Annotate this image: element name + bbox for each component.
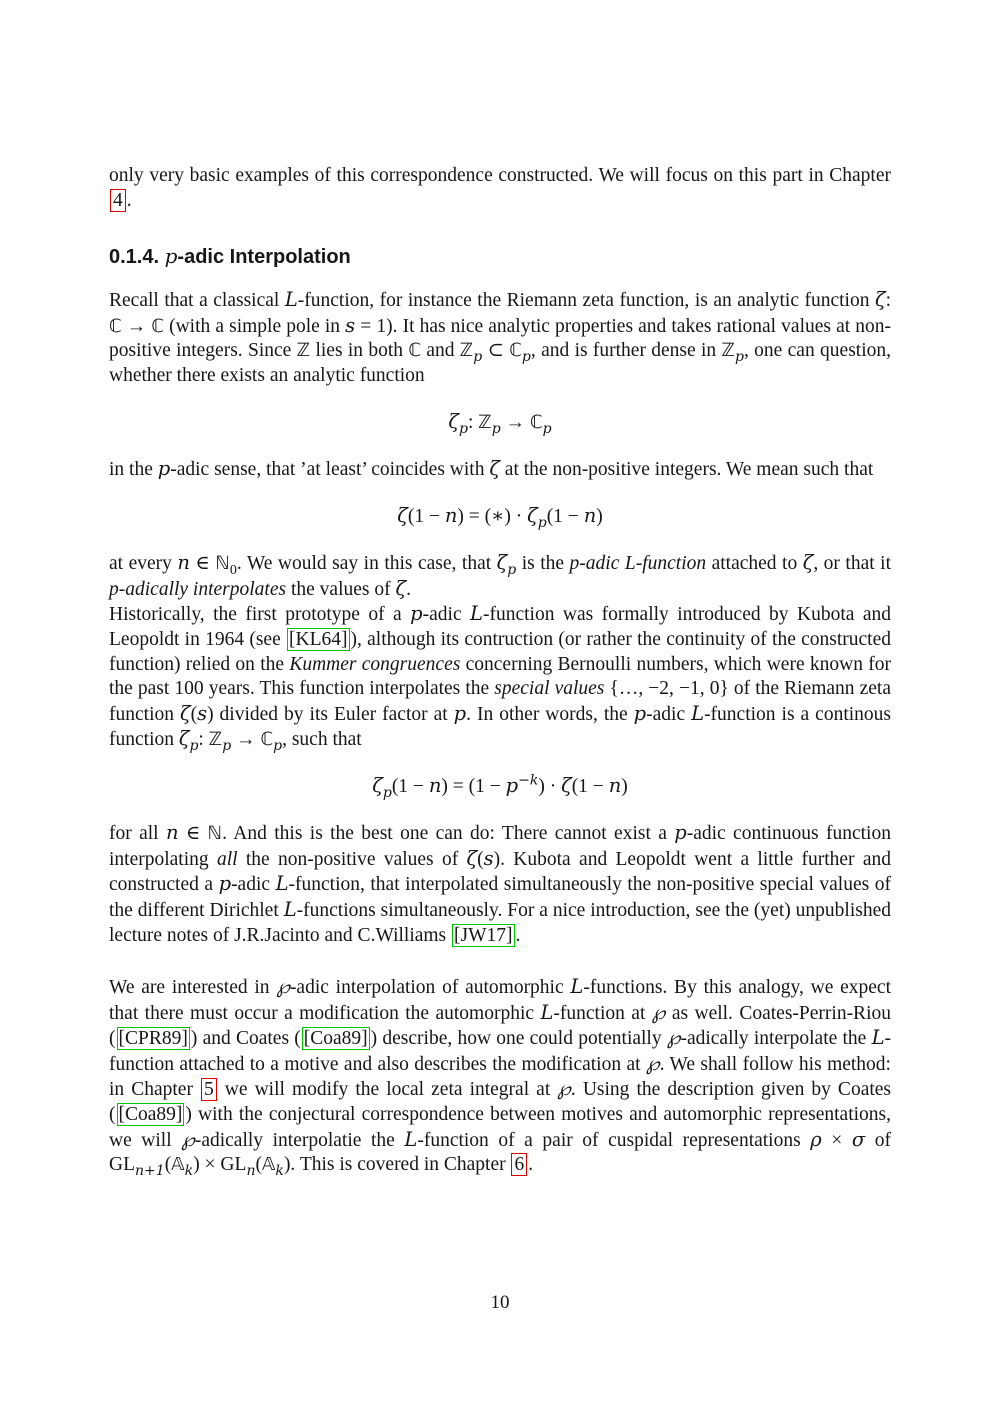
text-run: ) describe, how one could potentially (370, 1028, 667, 1050)
text-run: . In other words, the (466, 703, 634, 725)
text-run: . (528, 1154, 534, 1176)
text-run: n+1 (135, 1162, 165, 1179)
text-run: Kummer congruences (289, 653, 461, 675)
text-run: is the (516, 553, 570, 575)
text-run: p (453, 701, 467, 725)
text-run: ). This is covered in Chapter (283, 1154, 511, 1176)
paragraph (109, 821, 891, 948)
display-formula (109, 504, 891, 530)
text-run: L (871, 1026, 885, 1050)
text-run: p (273, 738, 283, 755)
citation-link[interactable]: [CPR89] (118, 1028, 188, 1050)
display-formula (109, 410, 891, 436)
text-run: p (674, 821, 687, 845)
text-run: concerning Bernoulli numbers, which were known for the past 100 years. This function interpolates the (109, 653, 891, 700)
citation-link[interactable]: [Coa89] (303, 1028, 368, 1050)
citation-link[interactable]: [KL64] (289, 628, 348, 650)
text-run: n (608, 773, 622, 797)
text-run: ∈ (189, 553, 216, 575)
text-run: . (126, 189, 132, 211)
text-run: p (222, 738, 232, 755)
text-run: and (421, 340, 460, 362)
text-run: σ (851, 1127, 866, 1151)
text-run: the non-positive values of (237, 848, 467, 870)
text-run: -adic continuous function interpolating (109, 823, 891, 870)
text-run: . And this is the best one can do: There cannot exist a (222, 823, 675, 845)
text-run: -adic (646, 703, 692, 725)
text-run: p (458, 420, 468, 437)
text-run: → (231, 729, 261, 751)
text-run: ) with the conjectural correspondence between motives and automorphic representations, we will (109, 1103, 891, 1151)
text-run: p-adically interpolates (109, 578, 287, 600)
text-run: p (410, 602, 423, 626)
text-run: p (218, 872, 232, 896)
text-run: p (735, 349, 744, 366)
text-run: n (246, 1162, 256, 1179)
text-run: : (467, 411, 479, 433)
text-run: L (570, 975, 584, 999)
text-run: ℤ (459, 340, 474, 362)
text-run: ℂ (408, 340, 421, 362)
text-run: ) (621, 775, 628, 797)
text-run: ) = (∗) · (457, 505, 528, 527)
text-run: p (507, 562, 517, 579)
text-run: L (275, 872, 289, 896)
text-run: s (345, 313, 356, 337)
text-run: -function is a continous function (109, 703, 891, 751)
text-run: p (505, 773, 519, 797)
text-run: ℤ (296, 340, 311, 362)
chapter-ref-link[interactable]: 4 (110, 189, 126, 212)
text-run: ( (164, 1154, 172, 1176)
text-run: at the non-positive integers. We mean such that (499, 459, 874, 481)
text-run: 0.1.4. (109, 246, 165, 269)
text-run: -adically interpolatie the (194, 1129, 405, 1151)
text-run: (1 − (546, 505, 584, 527)
text-run: k (184, 1162, 194, 1179)
text-run: ℘ (181, 1127, 195, 1151)
text-run: ) divided by its Euler factor at (207, 703, 454, 725)
text-run: only very basic examples of this correspondence constructed. We will focus on this part in Chapter (109, 165, 891, 186)
paragraph (109, 164, 891, 213)
text-run: 0 (229, 562, 237, 579)
text-run: p (633, 701, 647, 725)
citation-link[interactable]: [JW17] (454, 924, 513, 946)
text-run: (1 − (391, 775, 429, 797)
text-run: ) = (1 − (441, 775, 506, 797)
paragraph (109, 975, 891, 1178)
text-run: ( (190, 703, 198, 725)
text-run: p (542, 420, 552, 437)
paragraph (109, 602, 892, 755)
text-run: ) · (538, 775, 562, 797)
text-run: ζ (496, 551, 508, 575)
text-run: lies in both (310, 340, 409, 362)
text-run: ζ (372, 773, 383, 797)
text-run: . Using the description given by Coates ( (109, 1079, 892, 1125)
text-run: -function, for instance the Riemann zeta function, is an analytic function (297, 290, 875, 312)
text-run: ℕ (215, 553, 230, 575)
text-run: . We would say in this case, that (236, 553, 497, 575)
text-run: L (404, 1127, 418, 1151)
text-run: ζ (466, 846, 478, 870)
chapter-ref-link[interactable]: 6 (511, 1153, 527, 1176)
paragraph (109, 551, 891, 602)
text-run: -function at (553, 1002, 652, 1024)
text-run: ( (477, 848, 484, 870)
display-formula (109, 774, 891, 800)
text-run: ℂ (509, 340, 522, 362)
text-run: → (500, 411, 530, 433)
text-run: ℘ (651, 1000, 666, 1024)
text-run: L (691, 701, 705, 725)
text-run: L (283, 898, 297, 921)
text-run: ℤ (478, 411, 492, 433)
text-run: 𝔸 (261, 1154, 276, 1176)
text-run: s (483, 846, 494, 870)
text-run: attached to (706, 553, 803, 575)
paragraph (109, 288, 891, 388)
text-column (109, 0, 891, 1178)
text-run: ℤ (208, 729, 223, 751)
text-run: p (164, 244, 178, 269)
text-run: Historically, the first prototype of a (109, 604, 411, 626)
citation-link[interactable]: [Coa89] (118, 1103, 183, 1125)
text-run: p (382, 784, 392, 801)
text-run: -function was formally introduced by Kubota and Leopoldt in 1964 (see (109, 604, 891, 650)
text-run: n (177, 551, 190, 575)
chapter-ref-link[interactable]: 5 (201, 1078, 217, 1101)
text-run: L (284, 288, 298, 312)
text-run: in the (109, 459, 158, 481)
text-run: We are interested in (109, 977, 277, 999)
text-run: (with a simple pole in (164, 315, 346, 337)
text-run: ( (255, 1154, 262, 1176)
text-run: ℘ (666, 1026, 681, 1050)
text-run: ). Kubota and Leopoldt went a little further and constructed a (109, 848, 892, 896)
text-run: ℂ (529, 411, 543, 433)
text-run: ℘ (557, 1077, 571, 1101)
text-run: -functions. By this analogy, we expect that there must occur a modification the automorphic (109, 977, 891, 1024)
text-run: ζ (561, 773, 572, 797)
text-run: p-adic L-function (569, 553, 707, 575)
text-run: n (165, 821, 179, 845)
text-run: ζ (397, 503, 408, 527)
text-run: all (216, 848, 238, 870)
text-run: ℂ (109, 315, 122, 337)
text-run: . (406, 578, 411, 600)
text-run: ζ (395, 576, 407, 600)
text-run: -function, that interpolated simultaneously the non-positive special values of the different Dirichlet (109, 874, 891, 921)
text-run: n (428, 773, 442, 797)
text-run: -adic sense, that ’at least’ coincides with (170, 459, 490, 481)
paragraph (109, 457, 891, 483)
text-run: s (197, 701, 208, 725)
text-run: ζ (527, 503, 538, 527)
text-run: ζ (179, 701, 191, 725)
text-run: ζ (489, 457, 500, 481)
text-run: L (540, 1000, 554, 1024)
text-run: p (473, 349, 483, 366)
text-run: n (583, 503, 597, 527)
text-run: p (537, 514, 547, 531)
text-run: ζ (802, 551, 814, 575)
page-number: 10 (490, 1292, 510, 1313)
text-run: -function of a pair of cuspidal representations (417, 1129, 811, 1151)
text-run: -adic Interpolation (177, 246, 351, 269)
text-run: -adic (422, 604, 471, 626)
text-run: , one can question, whether there exists an analytic function (109, 340, 891, 386)
text-run: ℤ (721, 340, 735, 362)
text-run: for all (109, 823, 166, 845)
text-run: (1 − (571, 775, 609, 797)
text-run: ), although its contruction (or rather the continuity of the constructed function) relied on the (109, 628, 892, 675)
text-run: ⊂ (482, 340, 510, 362)
text-run: -function attached to a motive and also describes the modification at (109, 1028, 892, 1075)
text-run: ℂ (151, 315, 165, 337)
text-run: we will modify the local zeta integral at (217, 1079, 558, 1101)
text-run: the values of (286, 578, 396, 600)
text-run: × (821, 1129, 852, 1151)
text-run: : (198, 729, 209, 751)
text-run: Recall that a classical (109, 290, 285, 312)
text-run: p (189, 738, 199, 755)
text-run: of GL (109, 1129, 891, 1176)
text-run: . We shall follow his method: in Chapter (109, 1053, 891, 1101)
text-run: ζ (448, 409, 459, 433)
text-run: -adically interpolate the (680, 1028, 872, 1050)
text-run: -adic (231, 874, 276, 896)
text-run: ∈ (178, 823, 208, 845)
text-run: ) and Coates ( (190, 1028, 301, 1050)
text-run: ℘ (645, 1051, 660, 1075)
text-run: p (491, 420, 501, 437)
text-run: ) × GL (193, 1154, 247, 1176)
text-run: : (885, 290, 891, 312)
text-run: = 1). It has nice analytic properties and takes rational values at non-positive integers. Since (109, 315, 892, 362)
text-run: -adic interpolation of automorphic (289, 977, 571, 999)
text-run: ρ (810, 1127, 822, 1151)
text-run: p (521, 349, 531, 366)
text-run: ℕ (207, 823, 223, 845)
text-run: , and is further dense in (530, 340, 722, 362)
text-run: at every (109, 553, 178, 575)
text-run: -functions simultaneously. For a nice introduction, see the (yet) unpublished lecture notes of J.R.Jacinto and C.Williams (109, 900, 892, 946)
text-run: , such that (282, 729, 362, 751)
text-run: as well. Coates-Perrin-Riou ( (109, 1002, 891, 1050)
text-run: ℘ (276, 975, 290, 999)
text-run: . (515, 924, 521, 946)
text-run: −k (518, 772, 539, 789)
text-run: ζ (178, 727, 190, 751)
text-run: → (121, 315, 152, 337)
text-run: , or that it (813, 553, 891, 575)
text-run: ℂ (260, 729, 274, 751)
text-run: (1 − (407, 505, 445, 527)
text-run: {…, −2, −1, 0} of the Riemann zeta function (109, 678, 891, 725)
text-run: special values (494, 678, 605, 700)
text-run: n (444, 503, 458, 527)
text-run: L (470, 602, 483, 626)
section-heading (109, 244, 891, 270)
text-run: ζ (875, 288, 886, 312)
text-run: 𝔸 (171, 1154, 185, 1176)
text-run: k (275, 1162, 284, 1179)
text-run: p (157, 457, 171, 481)
text-run: ) (596, 505, 603, 527)
